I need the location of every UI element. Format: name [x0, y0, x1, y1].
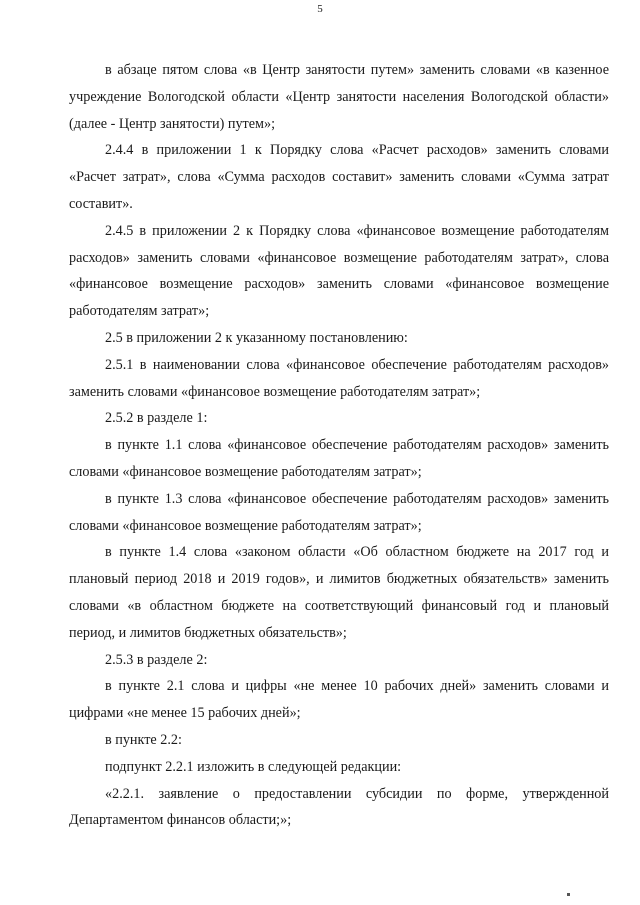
paragraph: 2.4.5 в приложении 2 к Порядку слова «финансовое возмещение работодателям расходов» заменить словами «финансовое возмещение работодателям затрат», слова «финансовое возмещение расходов» заменить словами «финансовое возмещение работодателям затрат»; — [69, 222, 609, 320]
paragraph: «2.2.1. заявление о предоставлении субсидии по форме, утвержденной Департаментом финансов области;»; — [69, 785, 609, 829]
paragraph: в пункте 1.3 слова «финансовое обеспечение работодателям расходов» заменить словами «финансовое возмещение работодателям затрат»; — [69, 490, 609, 534]
paragraph: 2.5 в приложении 2 к указанному постановлению: — [105, 329, 408, 346]
paragraph: 2.5.3 в разделе 2: — [105, 651, 208, 668]
scan-speck — [567, 893, 570, 896]
paragraph: подпункт 2.2.1 изложить в следующей редакции: — [105, 758, 402, 775]
paragraph: в пункте 2.1 слова и цифры «не менее 10 рабочих дней» заменить словами и цифрами «не менее 15 рабочих дней»; — [69, 678, 609, 722]
paragraph: в абзаце пятом слова «в Центр занятости путем» заменить словами «в казенное учреждение Вологодской области «Центр занятости населения Вологодской области» (далее - Центр занятости) путем»; — [69, 62, 609, 132]
paragraph: в пункте 2.2: — [105, 731, 182, 748]
paragraph: 2.4.4 в приложении 1 к Порядку слова «Расчет расходов» заменить словами «Расчет затрат», слова «Сумма расходов составит» заменить словами «Сумма затрат составит». — [69, 142, 609, 212]
document-body — [69, 57, 609, 834]
paragraph: в пункте 1.4 слова «законом области «Об областном бюджете на 2017 год и плановый период 2018 и 2019 годов», и лимитов бюджетных обязательств» заменить словами «в областном бюджете на соответствующий финансовый год и плановый период, и лимитов бюджетных обязательств»; — [69, 544, 609, 641]
paragraph: 2.5.2 в разделе 1: — [105, 410, 208, 427]
paragraph: 2.5.1 в наименовании слова «финансовое обеспечение работодателям расходов» заменить словами «финансовое возмещение работодателям затрат»; — [69, 356, 609, 400]
paragraph: в пункте 1.1 слова «финансовое обеспечение работодателям расходов» заменить словами «финансовое возмещение работодателям затрат»; — [69, 437, 609, 480]
page-number: 5 — [317, 3, 323, 15]
